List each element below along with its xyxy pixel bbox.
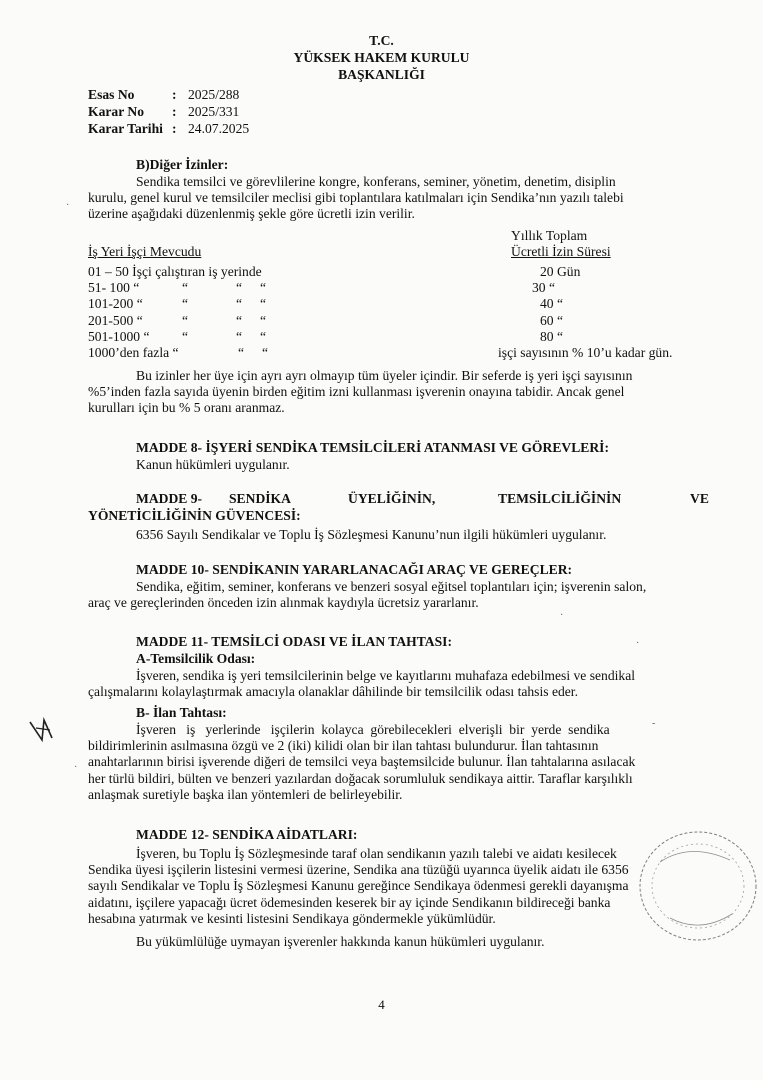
madde-9-title-w3: ÜYELİĞİNİN, (348, 491, 436, 506)
text-line: bildirimlerinin asılmasına özgü ve 2 (iki) kilidi olan bir ilan tahtası bulundurur. İlan tahtasının (88, 738, 599, 754)
text-line: Bu izinler her üye için ayrı ayrı olmayıp tüm üyeler içindir. Bir seferde iş yeri işçi sayısının (136, 368, 633, 383)
table-row (88, 329, 718, 345)
col-header-left: İş Yeri İşçi Mevcudu (88, 244, 202, 259)
madde-11-title: MADDE 11- TEMSİLCİ ODASI VE İLAN TAHTASI: (136, 634, 452, 649)
meta-value: 2025/288 (188, 87, 240, 102)
text-line: hesabına yatırmak ve kesinti listesini Sendikaya göndermekle yükümlüdür. (88, 910, 496, 926)
madde-9-title-line2: YÖNETİCİLİĞİNİN GÜVENCESİ: (88, 508, 301, 523)
madde-12-body (88, 846, 712, 927)
row-value: 20 Gün (540, 264, 581, 279)
madde-9-title-w1: MADDE 9- (136, 491, 203, 506)
table-row (88, 296, 718, 312)
text-line: üzerine aşağıdaki düzenlenmiş şekle göre ücretli izin verilir. (88, 206, 415, 222)
text-line: İşveren, bu Toplu İş Sözleşmesinde taraf olan sendikanın yazılı talebi ve aidatı kesilecek (136, 846, 617, 861)
page-number: 4 (378, 997, 385, 1012)
ditto-mark: “ (182, 280, 189, 296)
meta-colon: : (172, 104, 177, 119)
meta-value: 2025/331 (188, 104, 240, 119)
ditto-mark: “ (236, 280, 243, 296)
text-line: Sendika üyesi işçilerin listesini vermesi üzerine, Sendika ana tüzüğü uyarınca üyelik aidatı ile 6356 (88, 862, 629, 878)
meta-colon: : (172, 87, 177, 102)
ditto-mark: “ (260, 312, 267, 328)
scan-speck: · (66, 200, 70, 211)
madde-11-b-title: B- İlan Tahtası: (136, 705, 227, 720)
madde-11-a-body (88, 668, 712, 700)
madde-11-b-body (88, 722, 712, 803)
col-header-right-1: Yıllık Toplam (511, 228, 588, 243)
madde-8-title: MADDE 8- İŞYERİ SENDİKA TEMSİLCİLERİ ATANMASI VE GÖREVLERİ: (136, 440, 609, 455)
ditto-mark: “ (262, 344, 269, 360)
madde-9-title-w5: VE (690, 491, 709, 506)
section-b-intro (88, 174, 712, 223)
row-label: 01 – 50 İşçi çalıştıran iş yerinde (88, 264, 262, 279)
scan-speck: · (74, 762, 78, 773)
madde-10-body (88, 579, 712, 611)
ditto-mark: “ (260, 296, 267, 312)
signature-mark (22, 712, 62, 752)
header-office: BAŞKANLIĞI (338, 67, 425, 82)
meta-esas (88, 87, 249, 104)
meta-key: Karar Tarihi (88, 121, 163, 136)
madde-12-last: Bu yükümlülüğe uymayan işverenler hakkında kanun hükümleri uygulanır. (136, 934, 545, 949)
ditto-mark: “ (238, 344, 245, 360)
row-label: 201-500 “ (88, 312, 143, 328)
section-b-after (88, 368, 712, 417)
scan-speck: - (652, 718, 656, 729)
table-row (88, 313, 718, 329)
row-value: 60 “ (540, 312, 564, 328)
ditto-mark: “ (182, 312, 189, 328)
row-value: işçi sayısının % 10’u kadar gün. (498, 344, 673, 360)
ditto-mark: “ (236, 312, 243, 328)
text-line: anahtarlarının birisi işverende diğeri de temsilci veya baştemsilcide bulunur. İlan tahtalarına asılacak (88, 754, 636, 770)
leave-table (88, 264, 718, 361)
ditto-mark: “ (260, 328, 267, 344)
meta-colon: : (172, 121, 177, 136)
meta-karar (88, 104, 249, 121)
ditto-mark: “ (182, 296, 189, 312)
text-line: İşveren iş yerlerinde işçilerin kolayca görebilecekleri elverişli bir yerde sendika (136, 722, 610, 737)
row-value: 40 “ (540, 296, 564, 312)
madde-10-title: MADDE 10- SENDİKANIN YARARLANACAĞI ARAÇ VE GEREÇLER: (136, 562, 573, 577)
row-label: 101-200 “ (88, 296, 143, 312)
madde-12-title: MADDE 12- SENDİKA AİDATLARI: (136, 827, 358, 842)
case-meta (88, 87, 249, 138)
text-line: sayılı Sendikalar ve Toplu İş Sözleşmesi Kanunu gereğince Sendikaya ödenmesi gerekli dayanışma (88, 878, 629, 894)
ditto-mark: “ (236, 296, 243, 312)
text-line: İşveren, sendika iş yeri temsilcilerinin belge ve kayıtlarını muhafaza edebilmesi ve sendikal (136, 668, 636, 683)
text-line: kurulu, genel kurul ve temsilciler meclisi gibi toplantılara katılmaları için Sendika’nın yazılı talebi (88, 190, 624, 206)
text-line: Sendika temsilci ve görevlilerine kongre, konferans, seminer, yönetim, denetim, disiplin (136, 174, 616, 189)
row-label: 51- 100 “ (88, 280, 140, 296)
table-row (88, 264, 718, 280)
meta-tarih (88, 121, 249, 138)
row-label: 1000’den fazla “ (88, 344, 179, 360)
header-institution: YÜKSEK HAKEM KURULU (293, 50, 470, 65)
madde-8-body: Kanun hükümleri uygulanır. (136, 457, 290, 472)
text-line: %5’inden fazla sayıda üyenin birden eğitim izni kullanması işverenin onayına tabidir. Ancak genel (88, 384, 625, 400)
madde-9-title-w2: SENDİKA (229, 491, 291, 506)
text-line: Sendika, eğitim, seminer, konferans ve benzeri sosyal eğitsel toplantıları için; işverenin salon, (136, 579, 647, 594)
section-b-title: B)Diğer İzinler: (136, 157, 229, 172)
text-line: anlaşmak suretiyle başka ilan yöntemleri de belirleyebilir. (88, 786, 403, 802)
text-line: aidatını, işçilere yapacağı ücret ödemesinden keserek bir ay içinde Sendikanın bildireceği banka (88, 894, 611, 910)
meta-key: Esas No (88, 87, 135, 102)
meta-key: Karar No (88, 104, 145, 119)
row-value: 80 “ (540, 328, 564, 344)
madde-11-a-title: A-Temsilcilik Odası: (136, 651, 256, 666)
ditto-mark: “ (236, 328, 243, 344)
text-line: her türlü bildiri, bülten ve benzeri yazılardan doğacak sorumluluk sendikaya aittir. Taraflar karşılıklı (88, 770, 633, 786)
text-line: kurulları için bu % 5 oranı aranmaz. (88, 400, 285, 416)
scan-speck: · (560, 610, 564, 621)
text-line: araç ve gereçlerinden önceden izin alınmak kaydıyla ücretsiz yararlanır. (88, 595, 479, 611)
header-tc: T.C. (369, 33, 394, 48)
row-label: 501-1000 “ (88, 328, 150, 344)
ditto-mark: “ (182, 328, 189, 344)
row-value: 30 “ (532, 280, 556, 296)
madde-9-title-w4: TEMSİLCİLİĞİNİN (498, 491, 622, 506)
official-stamp (620, 822, 760, 952)
madde-9-body: 6356 Sayılı Sendikalar ve Toplu İş Sözleşmesi Kanunu’nun ilgili hükümleri uygulanır. (136, 527, 607, 542)
text-line: çalışmalarını kolaylaştırmak amacıyla olanaklar dâhilinde bir temsilcilik odası tahsis eder. (88, 684, 578, 700)
col-header-right-2: Ücretli İzin Süresi (511, 244, 611, 259)
ditto-mark: “ (260, 280, 267, 296)
table-row (88, 280, 718, 296)
table-row (88, 345, 718, 361)
meta-value: 24.07.2025 (188, 121, 250, 136)
scan-speck: · (636, 638, 640, 649)
